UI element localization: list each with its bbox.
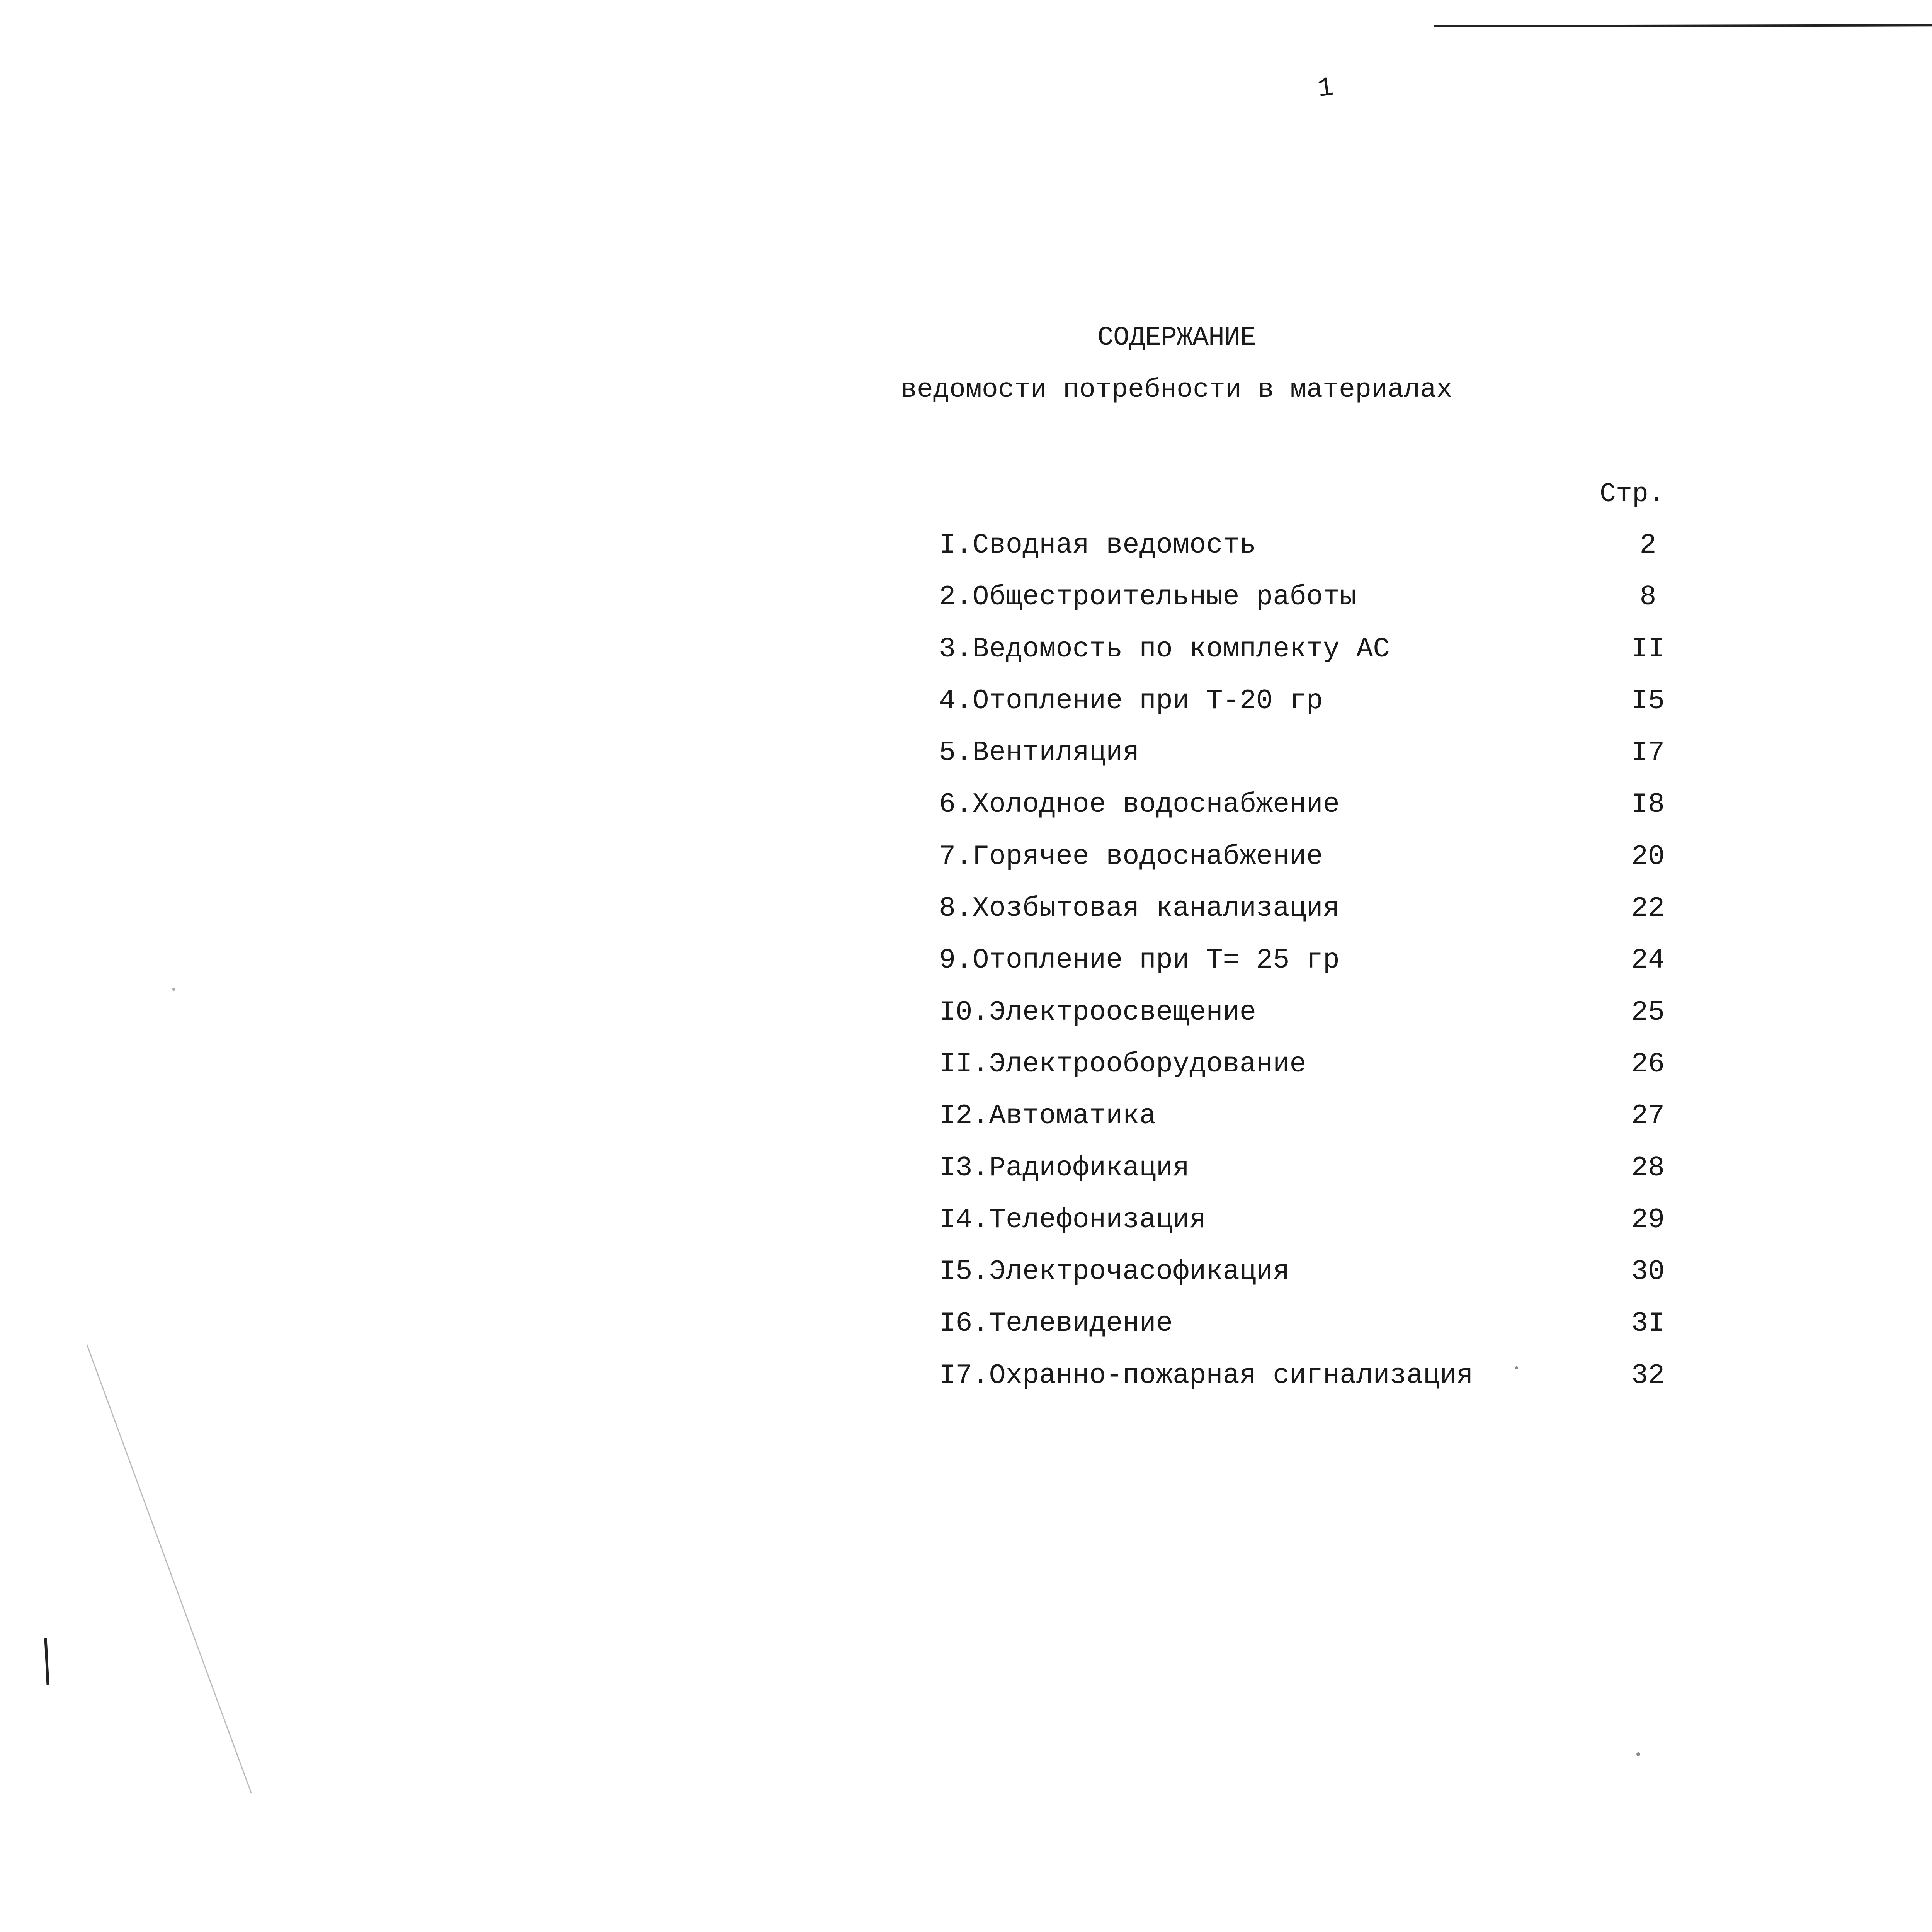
toc-item-label: I6.Телевидение	[939, 1308, 1173, 1340]
page-number: 1	[1315, 72, 1336, 105]
toc-item-label: 6.Холодное водоснабжение	[939, 789, 1340, 821]
toc-row	[939, 1204, 1692, 1256]
toc-row	[939, 685, 1692, 737]
toc-row	[939, 1256, 1692, 1308]
toc-item-label: I5.Электрочасофикация	[939, 1256, 1290, 1288]
toc-row	[939, 1100, 1692, 1152]
toc-item-page: 2	[1639, 529, 1656, 561]
toc-item-page: I5	[1631, 685, 1665, 717]
toc-item-page: 20	[1631, 840, 1665, 872]
toc-row	[939, 1360, 1692, 1412]
toc-row	[939, 1048, 1692, 1100]
toc-item-page: 26	[1631, 1048, 1665, 1080]
toc-item-page: 22	[1631, 893, 1665, 925]
toc-row	[939, 1308, 1692, 1359]
table-of-contents	[939, 529, 1692, 1412]
page-column-header: Стр.	[1600, 479, 1665, 510]
toc-item-page: 28	[1631, 1152, 1665, 1184]
toc-item-label: I0.Электроосвещение	[939, 996, 1256, 1028]
toc-item-label: I.Сводная ведомость	[939, 529, 1256, 561]
document-subtitle: ведомости потребности в материалах	[900, 375, 1453, 405]
toc-item-page: 24	[1631, 944, 1665, 976]
toc-item-page: I8	[1631, 789, 1665, 821]
toc-item-label: I3.Радиофикация	[939, 1152, 1190, 1184]
toc-item-label: I7.Охранно-пожарная сигнализация	[939, 1359, 1473, 1391]
toc-row	[939, 633, 1692, 685]
toc-item-label: 2.Общестроительные работы	[939, 581, 1357, 613]
toc-row	[939, 1152, 1692, 1204]
toc-row	[939, 841, 1692, 893]
toc-item-label: I2.Автоматика	[939, 1100, 1156, 1132]
toc-item-page: 3I	[1631, 1308, 1665, 1340]
toc-item-label: 7.Горячее водоснабжение	[939, 840, 1323, 872]
toc-item-page: 27	[1631, 1100, 1665, 1132]
toc-item-page: 25	[1631, 996, 1665, 1028]
toc-item-page: 8	[1639, 581, 1656, 613]
toc-row	[939, 581, 1692, 633]
toc-row	[939, 737, 1692, 789]
toc-item-label: 5.Вентиляция	[939, 737, 1139, 769]
toc-item-label: I4.Телефонизация	[939, 1204, 1206, 1236]
toc-item-label: 8.Хозбытовая канализация	[939, 893, 1340, 925]
toc-item-label: II.Электрооборудование	[939, 1048, 1306, 1080]
toc-item-page: 30	[1631, 1256, 1665, 1288]
toc-row	[939, 529, 1692, 581]
toc-item-label: 3.Ведомость по комплекту АС	[939, 633, 1390, 665]
toc-row	[939, 789, 1692, 840]
toc-row	[939, 997, 1692, 1048]
toc-item-page: 32	[1631, 1359, 1665, 1391]
toc-item-page: 29	[1631, 1204, 1665, 1236]
toc-row	[939, 893, 1692, 944]
toc-item-page: II	[1631, 633, 1665, 665]
document-title: СОДЕРЖАНИЕ	[1097, 323, 1256, 353]
toc-row	[939, 944, 1692, 996]
toc-item-page: I7	[1631, 737, 1665, 769]
toc-item-label: 4.Отопление при Т-20 гр	[939, 685, 1323, 717]
toc-item-label: 9.Отопление при Т= 25 гр	[939, 944, 1340, 976]
